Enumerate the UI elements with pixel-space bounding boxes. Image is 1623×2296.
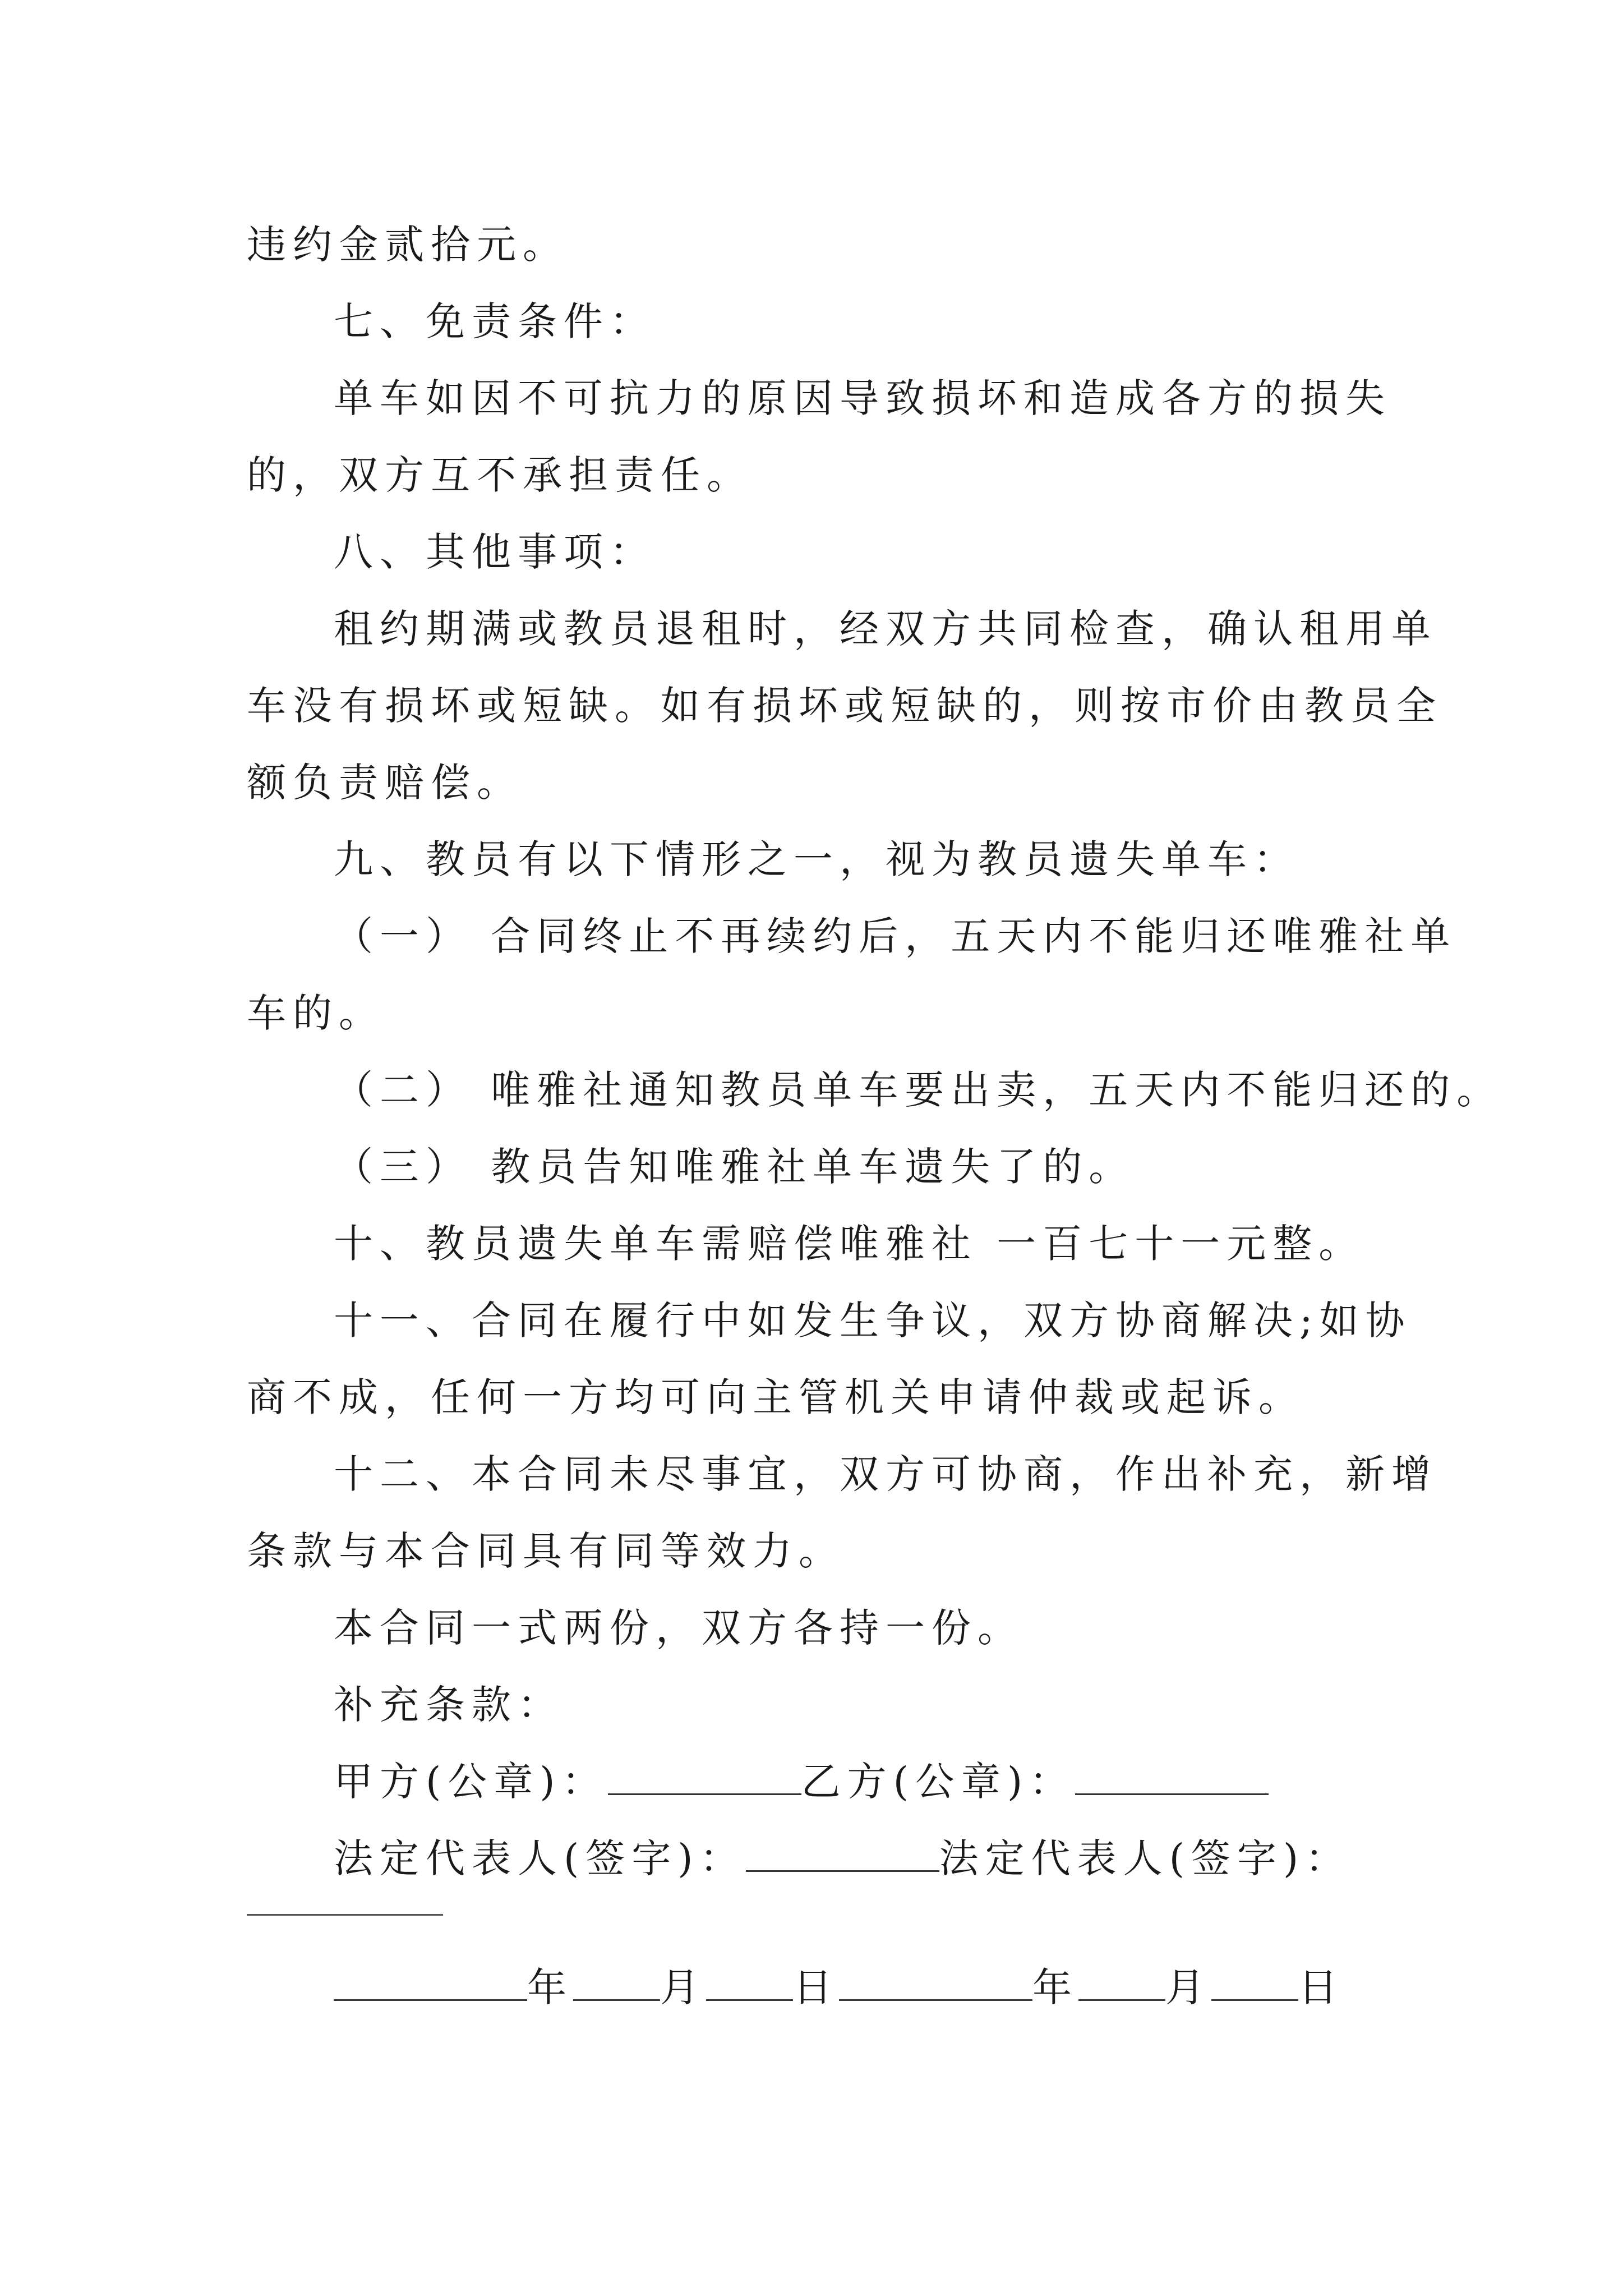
- month-b-blank[interactable]: [1078, 1960, 1165, 2001]
- representative-line: [247, 1820, 1391, 1897]
- list-item: （三） 教员告知唯雅社单车遗失了的。: [334, 1144, 1135, 1190]
- list-item: （一） 合同终止不再续约后，五天内不能归还唯雅社单: [334, 913, 1457, 959]
- year-a-label: 年: [527, 1964, 573, 2010]
- section-heading-exemption: 七、免责条件：: [334, 298, 656, 344]
- paragraph-line: 租约期满或教员退租时，经双方共同检查，确认租用单: [334, 606, 1437, 652]
- paragraph-line: 条款与本合同具有同等效力。: [247, 1528, 845, 1574]
- rep-b-label: 法定代表人(签字)：: [939, 1835, 1352, 1881]
- paragraph-line: 单车如因不可抗力的原因导致损坏和造成各方的损失: [334, 375, 1391, 421]
- list-item: （二） 唯雅社通知教员单车要出卖，五天内不能归还的。: [334, 1067, 1503, 1113]
- section-heading-loss: 九、教员有以下情形之一，视为教员遗失单车：: [334, 836, 1299, 882]
- document-page: [247, 206, 1503, 2026]
- paragraph-line: 车没有损坏或短缺。如有损坏或短缺的，则按市价由教员全: [247, 683, 1442, 729]
- year-b-blank[interactable]: [839, 1960, 1032, 2001]
- section-heading-compensation: 十、教员遗失单车需赔偿唯雅社 一百七十一元整。: [334, 1221, 1365, 1267]
- party-seal-line: [247, 1743, 1391, 1820]
- month-a-blank[interactable]: [573, 1960, 660, 2001]
- party-a-blank[interactable]: [608, 1754, 801, 1795]
- day-b-label: 日: [1298, 1964, 1344, 2010]
- paragraph-line: 违约金贰拾元。: [247, 222, 569, 268]
- day-a-blank[interactable]: [706, 1960, 793, 2001]
- day-b-blank[interactable]: [1211, 1960, 1298, 2001]
- day-a-label: 日: [793, 1964, 839, 2010]
- party-a-label: 甲方(公章)：: [334, 1759, 608, 1805]
- paragraph-line: 商不成，任何一方均可向主管机关申请仲裁或起诉。: [247, 1374, 1304, 1420]
- paragraph-line: 车的。: [247, 990, 385, 1036]
- paragraph-line: 本合同一式两份，双方各持一份。: [334, 1605, 1023, 1651]
- paragraph-line: 的，双方互不承担责任。: [247, 452, 753, 498]
- party-b-label: 乙方(公章)：: [801, 1759, 1076, 1805]
- party-b-blank[interactable]: [1075, 1754, 1269, 1795]
- section-heading-supplement: 十二、本合同未尽事宜，双方可协商，作出补充，新增: [334, 1451, 1437, 1497]
- paragraph-line: 补充条款：: [334, 1682, 564, 1728]
- spacer: [247, 1916, 1391, 1949]
- section-heading-other: 八、其他事项：: [334, 529, 656, 575]
- month-b-label: 月: [1165, 1964, 1211, 2010]
- month-a-label: 月: [660, 1964, 706, 2010]
- rep-a-blank[interactable]: [746, 1831, 939, 1872]
- paragraph-line: 额负责赔偿。: [247, 760, 523, 806]
- year-a-blank[interactable]: [334, 1960, 527, 2001]
- rep-a-label: 法定代表人(签字)：: [334, 1835, 746, 1881]
- year-b-label: 年: [1032, 1964, 1078, 2010]
- date-line: [247, 1949, 1391, 2026]
- section-heading-dispute: 十一、合同在履行中如发生争议，双方协商解决;如协: [334, 1297, 1412, 1343]
